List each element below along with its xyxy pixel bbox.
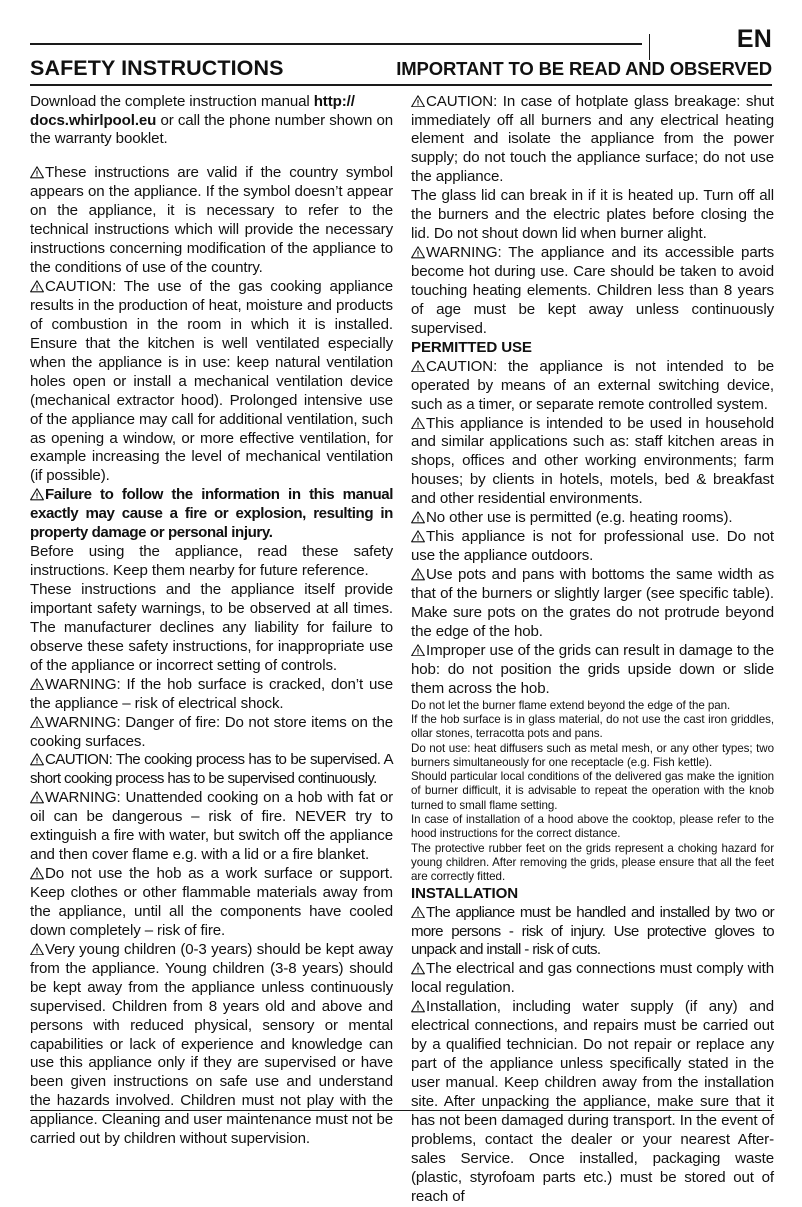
warning-triangle-icon (30, 166, 44, 179)
header-bottom-rule (30, 84, 772, 86)
warning-triangle-icon (411, 511, 425, 524)
warning-triangle-icon (411, 1000, 425, 1013)
warning-triangle-icon (411, 530, 425, 543)
paragraph-caution-supervision: CAUTION: The cooking process has to be supervised. A short cooking process has to be supervised continuously. (30, 751, 393, 788)
paragraph-improper-use-grids: Improper use of the grids can result in damage to the hob: do not position the grids upside down or slide them across the hob. (411, 641, 774, 697)
paragraph-important-safety-warnings: These instructions and the appliance itself provide important safety warnings, to be observed at all times. The manufacturer declines any liability for failure to observe these safety instructions, for inappropriate use of the appliance or incorrect setting of controls. (30, 581, 393, 674)
body-columns (30, 86, 772, 1207)
right-column (411, 93, 774, 1207)
paragraph-electrical-gas-connections: The electrical and gas connections must comply with local regulation. (411, 960, 774, 997)
language-tick-divider (649, 34, 650, 60)
warning-triangle-icon (411, 906, 425, 919)
paragraph-caution-external-switching: CAUTION: the appliance is not intended to be operated by means of an external switching device, such as a timer, or separate remote controlled system. (411, 357, 774, 413)
page-header (30, 0, 772, 86)
paragraph-qualified-technician: Installation, including water supply (if any) and electrical connections, and repairs must be carried out by a qualified technician. Do not repair or replace any part of the appliance unless specifically stated in the user manual. Keep children away from the installation site. After unpacking the appliance, make sure that it has not been damaged during transport. In the event of problems, contact the dealer or your nearest After-sales Service. Once installed, packaging waste (plastic, styrofoam parts etc.) must be stored out of reach of (411, 998, 774, 1205)
paragraph-do-not-use-as-work-surface: Do not use the hob as a work surface or support. Keep clothes or other flammable materials away from the appliance, until all the components have cooled down completely – risk of fire. (30, 865, 393, 939)
warning-triangle-icon (411, 246, 425, 259)
warning-triangle-icon (30, 791, 44, 804)
paragraph-pots-and-pans: Use pots and pans with bottoms the same width as that of the burners or slightly larger (see specific table). Make sure pots on the grates do not protrude beyond the edge of the hob. (411, 566, 774, 640)
title-row (30, 48, 772, 83)
warning-triangle-icon (30, 753, 44, 766)
paragraph-caution-gas-cooking: CAUTION: The use of the gas cooking appliance results in the production of heat, moisture and products of combustion in the room in which it is installed. Ensure that the kitchen is well ventilated especially when the appliance is in use: keep natural ventilation holes open or install a mechanical ventilation device (mechanical extractor hood). Prolonged intensive use of the appliance may call for additional ventilation, such as opening a window, or more effective ventilation, for example increasing the level of mechanical ventilation (if possible). (30, 278, 393, 485)
warning-triangle-icon (30, 678, 44, 691)
paragraph-warning-accessible-parts-hot: WARNING: The appliance and its accessible parts become hot during use. Care should be taken to avoid touching heating elements. Children less than 8 years of age must be kept away unless continuously supervised. (411, 244, 774, 337)
paragraph-rubber-feet-choking-hazard: The protective rubber feet on the grids represent a choking hazard for young children. After removing the grids, please ensure that all the feet are correctly fitted. (411, 841, 774, 884)
warning-triangle-icon (411, 360, 425, 373)
paragraph-failure-to-follow: Failure to follow the information in this manual exactly may cause a fire or explosion, resulting in property damage or personal injury. (30, 486, 393, 542)
paragraph-country-symbol: These instructions are valid if the country symbol appears on the appliance. If the symbol doesn’t appear on the appliance, it is necessary to refer to the technical instructions which will provide the necessary instructions concerning modification of the appliance to the conditions of use of the country. (30, 164, 393, 277)
paragraph-not-professional-use: This appliance is not for professional use. Do not use the appliance outdoors. (411, 528, 774, 565)
paragraph-children-safety: Very young children (0-3 years) should be kept away from the appliance. Young children (3-8 years) should be kept away from the appliance unless continuously supervised. Children from 8 years old and above and persons with reduced physical, sensory or mental capabilities or lack of experience and knowledge can use this appliance only if they are supervised or have been given instructions on safe use and understand the hazards involved. Children must not play with the appliance. Cleaning and user maintenance must not be carried out by children without supervision. (30, 940, 393, 1148)
paragraph-glass-hob-surface: If the hob surface is in glass material, do not use the cast iron griddles, ollar stones, terracotta pots and pans. (411, 712, 774, 741)
warning-triangle-icon (411, 95, 425, 108)
section-heading-installation: INSTALLATION (411, 884, 518, 902)
paragraph-warning-danger-fire: WARNING: Danger of fire: Do not store items on the cooking surfaces. (30, 713, 393, 750)
warning-triangle-icon (30, 280, 44, 293)
page-bottom-rule (30, 1110, 772, 1111)
paragraph-warning-cracked-hob: WARNING: If the hob surface is cracked, don’t use the appliance – risk of electrical shock. (30, 675, 393, 712)
paragraph-local-gas-conditions: Should particular local conditions of the delivered gas make the ignition of burner difficult, it is advisable to repeat the operation with the knob turned to small flame setting. (411, 770, 774, 812)
paragraph-warning-unattended-cooking: WARNING: Unattended cooking on a hob with fat or oil can be dangerous – risk of fire. NEVER try to extinguish a fire with water, but switch off the appliance and then cover flame e.g. with a lid or a fire blanket. (30, 789, 393, 864)
warning-triangle-icon (30, 867, 44, 880)
paragraph-no-heat-diffusers: Do not use: heat diffusers such as metal mesh, or any other types; two burners simultaneously for one receptacle (e.g. Fish kettle). (411, 741, 774, 769)
warning-triangle-icon (30, 488, 44, 501)
language-row (30, 22, 772, 53)
manual-url: http:// (313, 92, 355, 110)
paragraph-spacer (30, 149, 393, 164)
paragraph-download-manual: Download the complete instruction manual http:// docs.whirlpool.eu or call the phone number shown on the warranty booklet. (30, 92, 393, 148)
paragraph-handled-by-two-persons: The appliance must be handled and installed by two or more persons - risk of injury. Use protective gloves to unpack and install - risk of cuts. (411, 903, 774, 959)
warning-triangle-icon (30, 943, 44, 956)
paragraph-hood-installation-distance: In case of installation of a hood above the cooktop, please refer to the hood instructions for the correct distance. (411, 813, 774, 841)
manual-url-cont: docs.whirlpool.eu (30, 111, 157, 129)
warning-triangle-icon (411, 568, 425, 581)
warning-triangle-icon (411, 644, 425, 657)
paragraph-household-use: This appliance is intended to be used in household and similar applications such as: staff kitchen areas in shops, offices and other working environments; farm houses; by clients in hotels, motels, bed & breakfast and other residential environments. (411, 414, 774, 508)
paragraph-caution-hotplate-breakage: CAUTION: In case of hotplate glass breakage: shut immediately off all burners and any electrical heating element and isolate the appliance from the power supply; do not touch the appliance surface; do not use the appliance. (411, 92, 774, 186)
header-top-rule (30, 43, 642, 45)
language-code: EN (736, 25, 772, 53)
paragraph-burner-flame-edge: Do not let the burner flame extend beyond the edge of the pan. (411, 698, 731, 712)
warning-triangle-icon (411, 417, 425, 430)
page-title: SAFETY INSTRUCTIONS (30, 56, 284, 80)
paragraph-no-other-use: No other use is permitted (e.g. heating rooms). (411, 509, 774, 528)
section-heading-permitted-use: PERMITTED USE (411, 338, 532, 356)
left-column (30, 93, 393, 1207)
paragraph-before-using: Before using the appliance, read these safety instructions. Keep them nearby for future reference. (30, 543, 393, 580)
warning-triangle-icon (30, 716, 44, 729)
paragraph-glass-lid: The glass lid can break in if it is heated up. Turn off all the burners and the electric plates before closing the lid. Do not shout down lid when burner alight. (411, 187, 774, 243)
page-subtitle: IMPORTANT TO BE READ AND OBSERVED (396, 58, 772, 79)
warning-triangle-icon (411, 962, 425, 975)
